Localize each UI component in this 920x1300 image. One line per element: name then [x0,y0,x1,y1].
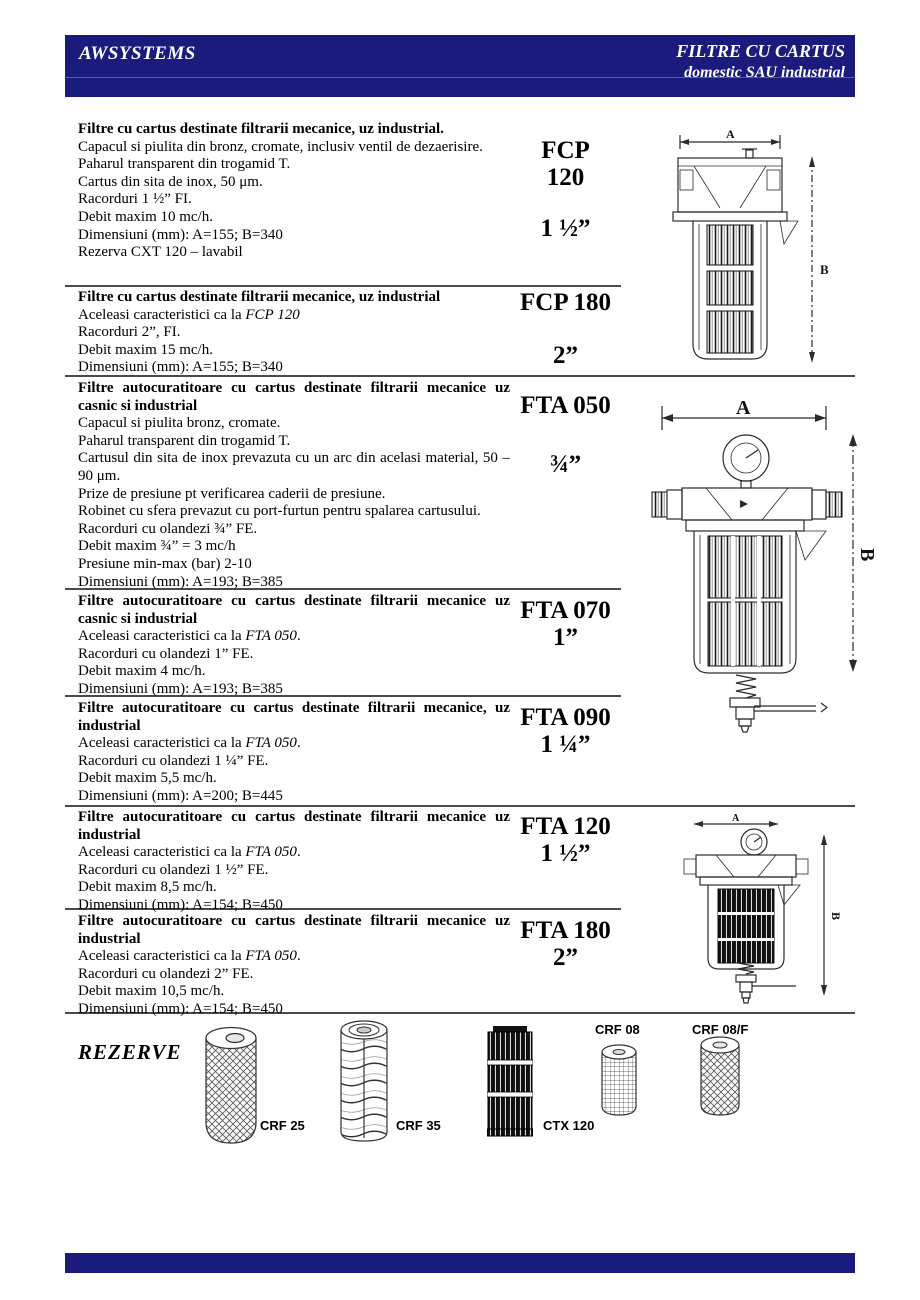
spec-line [78,735,510,753]
model-callout [510,700,621,758]
spec-text: Dimensiuni (mm): A=154; B=450 [78,896,283,913]
header-seam [65,77,855,97]
model-reference: FTA 050 [245,628,297,645]
dim-b-label: B [820,262,829,277]
footer-bar [65,1253,855,1273]
spec-line [78,307,510,325]
spec-text: Dimensiuni (mm): A=155; B=340 [78,226,283,243]
spec-text: Racorduri cu olandezi 1 ½” FE. [78,861,269,878]
section-title: Filtre autocuratitoare cu cartus destinate filtrarii mecanice uz industrial [78,913,510,947]
model-reference: FCP 120 [245,306,300,323]
spec-text: Racorduri 1 ½” FI. [78,191,192,208]
spec-text: Aceleasi caracteristici ca la [78,844,246,861]
spec-line [78,139,510,157]
spec-text: Dimensiuni (mm): A=200; B=445 [78,787,283,804]
spec-text: . [296,844,301,861]
connection-size: 1 ½” [540,840,591,867]
spec-line [78,174,510,192]
dim-b-label: B [856,548,878,562]
model-reference: FTA 050 [245,735,297,752]
spec-text: Dimensiuni (mm): A=155; B=340 [78,359,283,376]
spec-text: Debit maxim 10 mc/h. [78,208,213,225]
section-description [65,913,510,1019]
cartridge-label-crf-25: CRF 25 [260,1118,305,1133]
spec-text: Racorduri cu olandezi 1 ¼” FE. [78,752,269,769]
model-name: FTA 050 [520,392,611,419]
spec-text: Paharul transparent din trogamid T. [78,432,291,449]
spec-line [78,983,510,1001]
model-name: FTA 180 [520,917,611,944]
spec-text: Aceleasi caracteristici ca la [78,628,246,645]
spec-line [78,244,510,262]
spec-line [78,844,510,862]
spec-line [78,156,510,174]
spec-text: Dimensiuni (mm): A=154; B=450 [78,1000,283,1017]
spec-line [78,503,510,521]
dim-a-label: A [736,398,751,419]
spec-text: Debit maxim 8,5 mc/h. [78,879,217,896]
spec-line [78,681,510,699]
cartridge-label-ctx-120: CTX 120 [543,1118,595,1133]
spec-text: Debit maxim 10,5 mc/h. [78,983,225,1000]
spec-line [78,663,510,681]
model-reference: FTA 050 [245,844,297,861]
connection-size: 1” [553,624,578,651]
spec-text: Debit maxim 15 mc/h. [78,341,213,358]
section-description [65,289,510,377]
product-section-fta-070 [65,593,621,699]
brand-logo-text: AWSYSTEMS [79,43,196,64]
document-title: FILTRE CU CARTUS [676,41,845,61]
dim-b-label: B [829,912,843,921]
spec-line [78,450,510,485]
spec-line [78,209,510,227]
spec-line [78,628,510,646]
product-section-fcp-120 [65,121,621,262]
header-bar [65,35,855,97]
spec-line [78,574,510,592]
section-title: Filtre cu cartus destinate filtrarii mecanice, uz industrial. [78,121,444,137]
spec-text: Dimensiuni (mm): A=193; B=385 [78,680,283,697]
spec-line [78,948,510,966]
document-subtitle: domestic SAU industrial [684,64,845,81]
spec-line [78,897,510,915]
spec-line [78,538,510,556]
spec-line [78,646,510,664]
product-section-fta-180 [65,913,621,1019]
model-callout [510,809,621,867]
rezerve-heading: REZERVE [78,1040,182,1064]
connection-size: 1 ½” [540,215,591,242]
spec-text: Presiune min-max (bar) 2-10 [78,555,252,572]
spec-line [78,879,510,897]
ctx-120-cartridge-illustration [487,1026,533,1138]
model-name: FTA 090 [520,704,611,731]
spec-text: Debit maxim 5,5 mc/h. [78,770,217,787]
spec-text: Debit maxim 4 mc/h. [78,663,206,680]
spec-line [78,966,510,984]
section-title: Filtre autocuratitoare cu cartus destinate filtrarii mecanice, uz industrial [78,700,510,734]
spec-text: Paharul transparent din trogamid T. [78,156,291,173]
product-section-fcp-180 [65,289,621,377]
spare-cartridges-section [78,1018,798,1158]
spec-text: Racorduri cu olandezi ¾” FE. [78,520,258,537]
spec-text: Capacul si piulita bronz, cromate. [78,415,281,432]
model-callout [510,380,621,478]
spec-text: Capacul si piulita din bronz, cromate, inclusiv ventil de dezaerisire. [78,138,483,155]
section-description [65,700,510,806]
crf-08-cartridge-illustration [601,1044,637,1116]
section-title: Filtre autocuratitoare cu cartus destinate filtrarii mecanice uz industrial [78,809,510,843]
connection-size: 1 ¼” [540,731,591,758]
model-callout [510,289,621,369]
section-title: Filtre autocuratitoare cu cartus destinate filtrarii mecanice uz casnic si industrial [78,380,510,414]
spec-line [78,556,510,574]
model-callout [510,121,621,242]
product-section-fta-050 [65,380,621,591]
spec-line [78,342,510,360]
spec-line [78,227,510,245]
model-name: FCP 120 [541,137,590,191]
spec-text: Racorduri cu olandezi 1” FE. [78,645,254,662]
section-description [65,380,510,591]
model-name: FCP 180 [520,289,611,316]
spec-text: Racorduri 2”, FI. [78,324,181,341]
spec-text: Dimensiuni (mm): A=193; B=385 [78,573,283,590]
spec-line [78,324,510,342]
spec-text: . [296,948,301,965]
spec-text: Rezerva CXT 120 – lavabil [78,244,243,261]
spec-line [78,433,510,451]
spec-line [78,415,510,433]
connection-size: ¾” [549,451,582,478]
spec-text: Aceleasi caracteristici ca la [78,948,246,965]
connection-size: 2” [553,342,578,369]
spec-line [78,191,510,209]
spec-line [78,486,510,504]
crf-25-cartridge-illustration [205,1026,257,1144]
fta-filter-small-technical-drawing [678,812,864,1010]
cartridge-label-crf-08f: CRF 08/F [692,1022,749,1037]
cartridge-label-crf-35: CRF 35 [396,1118,441,1133]
section-divider [65,285,621,287]
spec-line [78,753,510,771]
spec-line [78,770,510,788]
spec-line [78,1001,510,1019]
product-section-fta-090 [65,700,621,806]
spec-text: Cartus din sita de inox, 50 μm. [78,173,263,190]
spec-text: Aceleasi caracteristici ca la [78,735,246,752]
model-callout [510,913,621,971]
connection-size: 2” [553,944,578,971]
spec-text: Prize de presiune pt verificarea caderii de presiune. [78,485,386,502]
spec-text: Aceleasi caracteristici ca la [78,306,246,323]
spec-line [78,788,510,806]
spec-line [78,359,510,377]
section-title: Filtre cu cartus destinate filtrarii mecanice, uz industrial [78,289,441,305]
crf-08f-cartridge-illustration [700,1036,740,1116]
spec-text: Racorduri cu olandezi 2” FE. [78,965,254,982]
dim-a-label: A [726,128,735,141]
fcp-filter-technical-drawing [660,128,860,373]
model-name: FTA 120 [520,813,611,840]
model-name: FTA 070 [520,597,611,624]
spec-text: . [296,735,301,752]
section-title: Filtre autocuratitoare cu cartus destinate filtrarii mecanice uz casnic si industrial [78,593,510,627]
model-reference: FTA 050 [245,948,297,965]
spec-line [78,862,510,880]
spec-text: Cartusul din sita de inox prevazuta cu un arc din acelasi material, 50 – 90 μm. [78,450,510,484]
dim-a-label: A [732,813,740,824]
spec-line [78,521,510,539]
model-callout [510,593,621,651]
crf-35-cartridge-illustration [340,1020,388,1142]
fta-filter-technical-drawing [648,398,883,733]
section-description [65,593,510,699]
spec-text: . [296,628,301,645]
spec-text: Debit maxim ¾” = 3 mc/h [78,538,236,555]
section-description [65,121,510,262]
cartridge-label-crf-08: CRF 08 [595,1022,640,1037]
product-section-fta-120 [65,809,621,915]
section-description [65,809,510,915]
spec-text: Robinet cu sfera prevazut cu port-furtun pentru spalarea cartusului. [78,503,481,520]
